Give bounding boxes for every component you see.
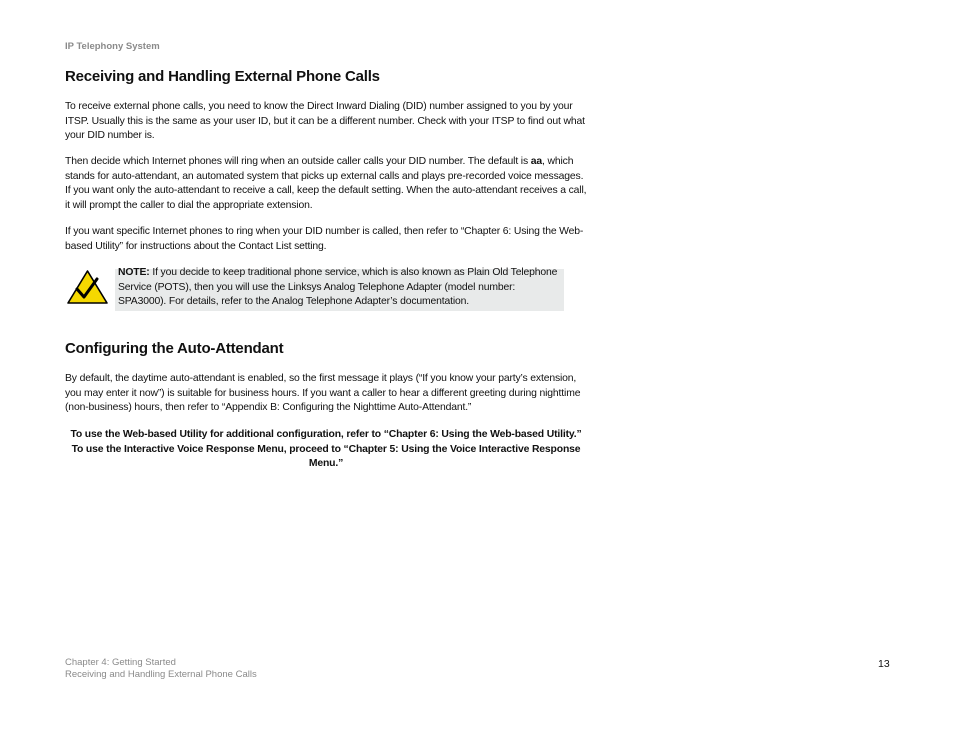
paragraph-default-ring — [65, 155, 590, 214]
paragraph-default-ring-after: , which stands for auto-attendant, an automated system that picks up external calls and plays pre-recorded voice messages. If you want only the auto-attendant to receive a call, keep the default setting. When the auto-attendant receives a call, it will prompt the caller to dial the appropriate extension. — [65, 156, 587, 212]
footer — [65, 657, 257, 681]
page-number: 13 — [878, 658, 890, 670]
default-value-aa: aa — [530, 156, 543, 167]
note-body: If you decide to keep traditional phone service, which is also known as Plain Old Telephone Service (POTS), then you will use the Linksys Analog Telephone Adapter (model number: SPA3000). For details, refer to the Analog Telephone Adapter’s documentation. — [118, 267, 558, 308]
paragraph-daytime-attendant: By default, the daytime auto-attendant is enabled, so the first message it plays (“If you know your party’s extension, you may enter it now”) is suitable for business hours. If you want a caller to hear a different greeting during nighttime (non-business) hours, then refer to “Appendix B: Configuring the Nighttime Auto-Attendant.” — [65, 373, 581, 414]
section-title-receiving-calls: Receiving and Handling External Phone Calls — [65, 68, 380, 85]
closing-instruction: To use the Web-based Utility for additional configuration, refer to “Chapter 6: Using the Web-based Utility.” To use the Interactive Voice Response Menu, proceed to “Chapter 5: Using the Voice Interactive Response Menu.” — [70, 429, 582, 470]
footer-section: Receiving and Handling External Phone Calls — [65, 669, 257, 680]
paragraph-specific-phones: If you want specific Internet phones to ring when your DID number is called, then refer to “Chapter 6: Using the Web-based Utility” for instructions about the Contact List setting. — [65, 226, 584, 252]
note-text — [118, 266, 563, 310]
footer-chapter: Chapter 4: Getting Started — [65, 657, 176, 668]
running-header: IP Telephony System — [65, 41, 160, 52]
paragraph-default-ring-before: Then decide which Internet phones will ring when an outside caller calls your DID number. The default is — [65, 156, 531, 167]
paragraph-did-number: To receive external phone calls, you need to know the Direct Inward Dialing (DID) number assigned to you by your ITSP. Usually this is the same as your user ID, but it can be a different number. Check with your ITSP to find out what your DID number is. — [65, 101, 585, 142]
note-label: NOTE: — [118, 267, 150, 278]
warning-checkmark-icon — [66, 269, 109, 305]
section-title-auto-attendant: Configuring the Auto-Attendant — [65, 340, 284, 357]
